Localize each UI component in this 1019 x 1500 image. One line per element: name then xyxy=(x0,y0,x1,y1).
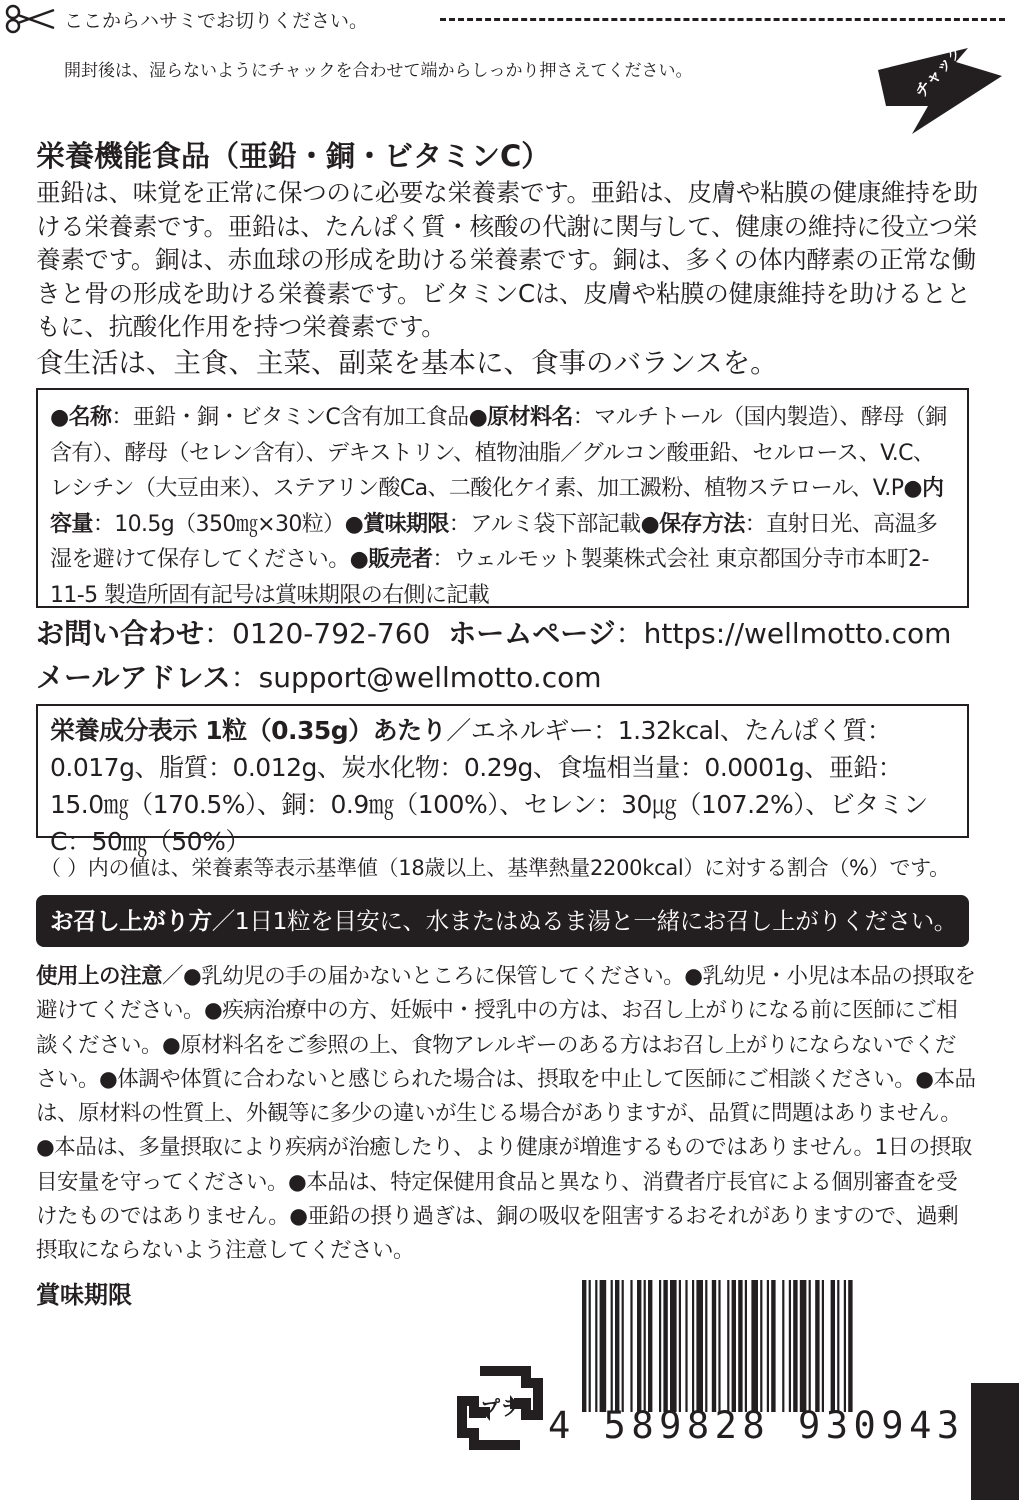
barcode-bar xyxy=(738,1280,742,1412)
inquiry-label: お問い合わせ xyxy=(36,617,205,650)
barcode-bar xyxy=(815,1280,819,1412)
homepage-url: ：https://wellmotto.com xyxy=(615,617,952,650)
dark-edge-bar xyxy=(971,1383,1019,1500)
barcode-bar xyxy=(831,1280,835,1412)
recycle-pla-label: プラ xyxy=(480,1396,520,1420)
nutrition-values: ／エネルギー：1.32kcal、たんぱく質：0.017g、脂質：0.012g、炭水化物：0.29g、食塩相当量：0.0001g、亜鉛：15.0㎎（170.5%）、銅：0.9㎎（100%）、セレン：30㎍（107.2%）、ビタミンC：50㎎（50%） xyxy=(50,716,928,856)
barcode-bar xyxy=(692,1280,694,1412)
barcode-bar xyxy=(732,1280,736,1412)
zipper-label: チャック xyxy=(910,40,967,102)
content-label: ●内容量 xyxy=(50,476,944,537)
barcode-bar xyxy=(705,1280,707,1412)
barcode-bar xyxy=(800,1280,807,1412)
expiry-label: ●賞味期限 xyxy=(344,511,449,537)
barcode-bar xyxy=(782,1280,784,1412)
nutrition-header: 栄養成分表示 1粒（0.35g）あたり xyxy=(50,716,447,745)
barcode-bar xyxy=(727,1280,729,1412)
barcode-bar xyxy=(659,1280,661,1412)
barcode-bar xyxy=(630,1280,632,1412)
barcode-bar xyxy=(789,1280,791,1412)
barcode-bar xyxy=(837,1280,839,1412)
barcode-bar xyxy=(760,1280,762,1412)
barcode-bar xyxy=(696,1280,703,1412)
email-address: ：support@wellmotto.com xyxy=(230,661,602,694)
seller-label: ●販売者 xyxy=(349,547,433,572)
usage-caution xyxy=(36,960,976,1269)
reseal-instruction: 開封後は、湿らないようにチャックを合わせて端からしっかり押さえてください。 xyxy=(64,61,693,81)
how-to-take-banner xyxy=(36,895,969,947)
expiry-value: ：アルミ袋下部記載 xyxy=(448,511,641,537)
expiry-area-label: 賞味期限 xyxy=(36,1281,132,1309)
barcode-number: 4 589828 930943 xyxy=(548,1404,965,1447)
how-to-take-label: お召し上がり方 xyxy=(50,907,212,935)
barcode-bar xyxy=(685,1280,687,1412)
barcode-bar xyxy=(848,1280,852,1412)
barcode-bar xyxy=(622,1280,624,1412)
storage-label: ●保存方法 xyxy=(640,511,745,537)
barcode-bar xyxy=(644,1280,646,1412)
barcode-bar xyxy=(822,1280,824,1412)
barcode-bar xyxy=(611,1280,613,1412)
barcode-bar xyxy=(589,1280,591,1412)
barcode-bar xyxy=(663,1280,667,1412)
caution-label: 使用上の注意 xyxy=(36,964,163,989)
caution-text: ／●乳幼児の手の届かないところに保管してください。●乳幼児・小児は本品の摂取を避けてください。●疾病治療中の方、妊娠中・授乳中の方は、お召し上がりになる前に医師にご相談ください。●原材料名をご参照の上、食物アレルギーのある方はお召し上がりにならないでください。●体調や体質に合わないと感じられた場合は、摂取を中止して医師にご相談ください。●本品は、原材料の性質上、外観等に多少の違いが生じる場合がありますが、品質に問題はありません。●本品は、多量摂取により疾病が治癒したり、より健康が増進するものではありません。1日の摂取目安量を守ってください。●本品は、特定保健用食品と異なり、消費者庁長官による個別審査を受けたものではありません。●亜鉛の摂り過ぎは、銅の吸収を阻害するおそれがありますので、過剰摂取にならないよう注意してください。 xyxy=(36,964,976,1264)
barcode-bar xyxy=(844,1280,846,1412)
dashed-cut-line xyxy=(440,18,1005,21)
email-line xyxy=(36,656,602,696)
nutrition-facts-box xyxy=(36,704,969,856)
content-value: ：10.5g（350㎎×30粒） xyxy=(92,511,345,537)
balance-slogan: 食生活は、主食、主菜、副菜を基本に、食事のバランスを。 xyxy=(36,347,778,379)
contact-line xyxy=(36,612,951,652)
cut-line xyxy=(0,0,1019,40)
barcode-bar xyxy=(600,1280,607,1412)
barcode-bar xyxy=(767,1280,769,1412)
barcode-bar xyxy=(809,1280,811,1412)
barcode-bar xyxy=(648,1280,652,1412)
name-label: ●名称 xyxy=(50,405,112,430)
barcode-bar xyxy=(595,1280,597,1412)
ingredients-value: ：マルチトール（国内製造）、酵母（銅含有）、酵母（セレン含有）、デキストリン、植物油脂／グルコン酸亜鉛、セルロース、V.C、レシチン（大豆由来）、ステアリン酸Ca、二酸化ケイ素、加工澱粉、植物ステロール、V.P xyxy=(50,405,947,501)
barcode-bar xyxy=(793,1280,797,1412)
barcode-bar xyxy=(615,1280,619,1412)
seller-value: ：ウェルモット製薬株式会社 東京都国分寺市本町2-11-5 製造所固有記号は賞味期限の右側に記載 xyxy=(50,547,929,608)
page-title: 栄養機能食品（亜鉛・銅・ビタミンC） xyxy=(36,139,551,173)
barcode xyxy=(582,1280,934,1412)
scissors-icon xyxy=(4,4,56,34)
barcode-bar xyxy=(745,1280,747,1412)
homepage-label: ホームページ xyxy=(448,617,616,650)
email-label: メールアドレス xyxy=(36,661,231,694)
barcode-bar xyxy=(637,1280,641,1412)
storage-value: ：直射日光、高温多湿を避けて保存してください。 xyxy=(50,511,938,572)
nutrition-note: （ ）内の値は、栄養素等表示基準値（18歳以上、基準熱量2200kcal）に対する割合（%）です。 xyxy=(40,856,950,880)
how-to-take-text: ／1日1粒を目安に、水またはぬるま湯と一緒にお召し上がりください。 xyxy=(211,907,957,935)
cut-instruction: ここからハサミでお切りください。 xyxy=(64,10,369,32)
phone-number: ：0120-792-760 xyxy=(204,617,431,650)
barcode-bar xyxy=(679,1280,681,1412)
barcode-bar xyxy=(582,1280,586,1412)
barcode-bar xyxy=(670,1280,677,1412)
barcode-bar xyxy=(718,1280,720,1412)
ingredients-label: ●原材料名 xyxy=(468,405,573,430)
function-claims: 亜鉛は、味覚を正常に保つのに必要な栄養素です。亜鉛は、皮膚や粘膜の健康維持を助ける栄養素です。亜鉛は、たんぱく質・核酸の代謝に関与して、健康の維持に役立つ栄養素です。銅は、赤血球の形成を助ける栄養素です。銅は、多くの体内酵素の正常な働きと骨の形成を助ける栄養素です。ビタミンCは、皮膚や粘膜の健康維持を助けるとともに、抗酸化作用を持つ栄養素です。 xyxy=(36,178,978,341)
barcode-bar xyxy=(751,1280,758,1412)
product-info-box xyxy=(36,388,969,608)
barcode-bar xyxy=(712,1280,716,1412)
name-value: ：亜鉛・銅・ビタミンC含有加工食品 xyxy=(111,405,469,430)
barcode-bar xyxy=(771,1280,775,1412)
